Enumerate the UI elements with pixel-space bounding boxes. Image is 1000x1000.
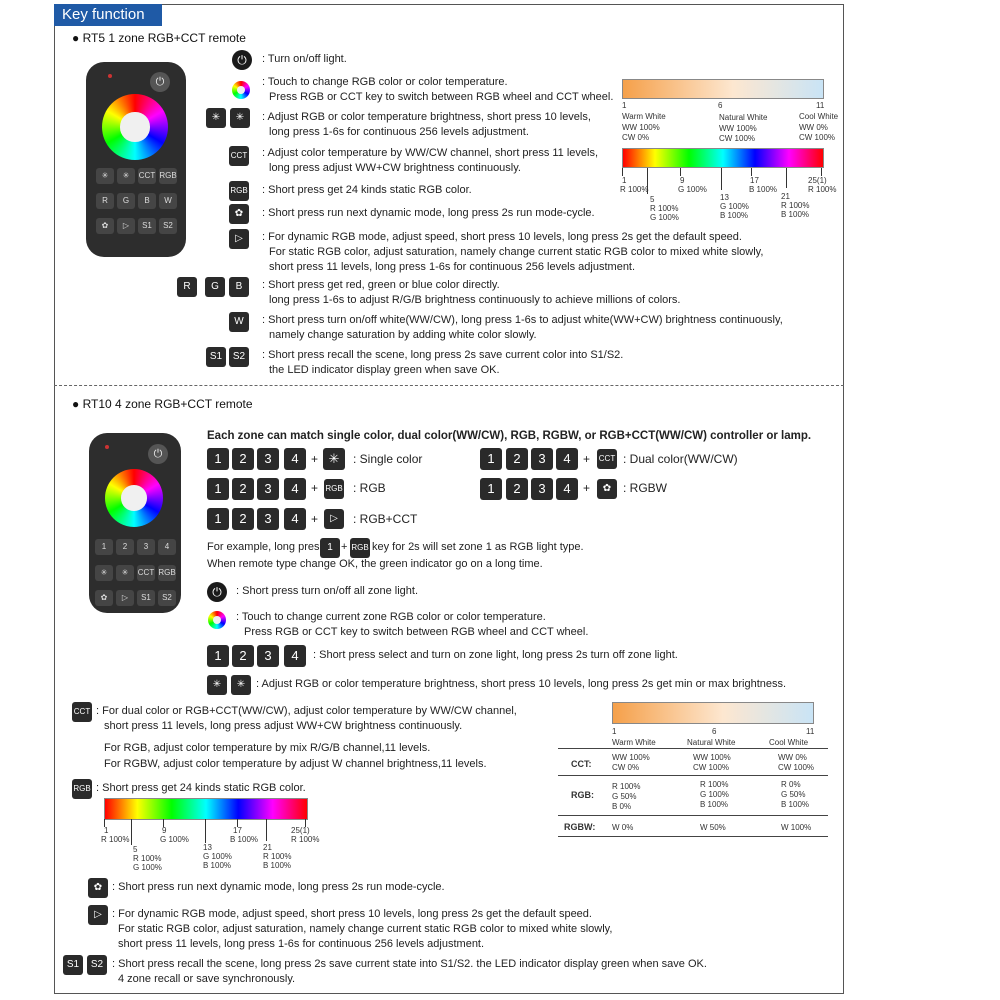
description-text: : Adjust color temperature by WW/CW channel, short press 11 levels, <box>262 147 599 159</box>
description-text: + <box>311 481 319 495</box>
remote-key: 1 <box>95 539 113 555</box>
remote-key: W <box>159 193 177 209</box>
remote-key: ✳ <box>96 168 114 184</box>
remote-key: 2 <box>116 539 134 555</box>
description-text: Press RGB or CCT key to switch between RGB wheel and CCT wheel. <box>269 91 614 103</box>
scale-label: WW 100% <box>612 753 650 762</box>
description-text: + <box>341 541 348 553</box>
section-title: Key function <box>54 4 162 26</box>
scale-label: G 50% <box>781 790 806 799</box>
description-text: When remote type change OK, the green indicator go on a long time. <box>207 558 543 570</box>
table-rule <box>558 748 828 749</box>
scale-label: G 100% <box>678 185 707 194</box>
color-wheel-icon <box>232 81 250 99</box>
key-icon: 3 <box>257 448 279 470</box>
remote-key: B <box>138 193 156 209</box>
scale-label: G 100% <box>133 863 162 872</box>
key-icon: 2 <box>506 448 528 470</box>
description-text: : For dynamic RGB mode, adjust speed, short press 10 levels, long press 2s get the default speed. <box>112 908 592 920</box>
brightness-down-icon: ✳ <box>206 108 226 128</box>
scale-label: CW 100% <box>719 134 756 143</box>
key-icon: 3 <box>531 448 553 470</box>
description-text: : Short press run next dynamic mode, long press 2s run mode-cycle. <box>262 207 595 219</box>
key-icon: 3 <box>257 508 279 530</box>
remote-key: S2 <box>159 218 177 234</box>
description-text: : Adjust RGB or color temperature brightness, short press 10 levels, long press 2s get min or max brightness. <box>256 678 787 690</box>
scale-label: RGBW: <box>564 822 596 832</box>
scale-label: B 100% <box>263 861 292 870</box>
scale-label: R 100% <box>133 854 162 863</box>
scale-label: CW 0% <box>612 763 640 772</box>
remote-key: R <box>96 193 114 209</box>
scale-label: G 100% <box>720 202 749 211</box>
description-text: + <box>311 452 319 466</box>
scale-label: Warm White <box>622 112 666 121</box>
remote-key: ✳ <box>116 565 134 581</box>
remote-key: 3 <box>137 539 155 555</box>
description-text: : For dual color or RGB+CCT(WW/CW), adjust color temperature by WW/CW channel, <box>96 705 517 717</box>
scale-label: W 50% <box>700 823 726 832</box>
key-icon: 4 <box>556 478 578 500</box>
scale-tick <box>786 168 787 188</box>
description-text: + <box>311 512 319 526</box>
mode-icon: ✿ <box>88 878 108 898</box>
description-text: short press 11 levels, long press 1-6s for continuous 256 levels adjustment. <box>118 938 485 950</box>
key-icon: 1 <box>320 538 340 558</box>
scale-label: W 100% <box>781 823 812 832</box>
key-icon: 3 <box>257 478 279 500</box>
scale-label: R 0% <box>781 780 801 789</box>
scale-label: Cool White <box>769 738 809 747</box>
description-text: : For dynamic RGB mode, adjust speed, short press 10 levels, long press 2s get the default speed. <box>262 231 742 243</box>
remote-key: S1 <box>138 218 156 234</box>
scale-label: B 100% <box>230 835 259 844</box>
description-text: long press adjust WW+CW brightness continuously. <box>269 162 521 174</box>
scale-label: 1 <box>612 727 617 736</box>
description-text: For RGBW, adjust color temperature by adjust W channel brightness,11 levels. <box>104 758 487 770</box>
scale-label: CCT: <box>571 759 592 769</box>
scale-label: R 100% <box>650 204 679 213</box>
brightness-up-icon: ✳ <box>230 108 250 128</box>
key-icon: 4 <box>556 448 578 470</box>
rt5-heading: ● RT5 1 zone RGB+CCT remote <box>72 31 246 45</box>
scale-label: WW 100% <box>622 123 660 132</box>
description-text: : RGB <box>353 481 386 495</box>
remote-key: S2 <box>158 590 176 606</box>
scale-tick <box>821 168 822 176</box>
scale-label: 1 <box>622 101 627 110</box>
scale-label: Natural White <box>687 738 736 747</box>
scale-label: B 100% <box>749 185 778 194</box>
description-text: long press 1-6s to adjust R/G/B brightness continuously to achieve millions of colors. <box>269 294 681 306</box>
remote-key: RGB <box>159 168 177 184</box>
scale-label: G 100% <box>203 852 232 861</box>
description-text: : Short press recall the scene, long press 2s save current color into S1/S2. <box>262 349 624 361</box>
description-text: short press 11 levels, long press adjust WW+CW brightness continuously. <box>104 720 463 732</box>
cct-key-icon: CCT <box>72 702 92 722</box>
description-text: : Short press turn on/off all zone light. <box>236 585 419 597</box>
table-rule <box>558 836 828 837</box>
description-text: : Short press run next dynamic mode, long press 2s run mode-cycle. <box>112 881 445 893</box>
power-icon: ⏻ <box>207 582 227 602</box>
scale-tick <box>205 819 206 843</box>
description-text: : RGB+CCT <box>353 512 418 526</box>
cct-key-icon: CCT <box>229 146 249 166</box>
description-text: For static RGB color, adjust saturation, namely change current static RGB color to mixed white slowly, <box>269 246 764 258</box>
scale-label: B 100% <box>700 800 729 809</box>
brightness-up-icon: ✳ <box>231 675 251 695</box>
scale-label: 11 <box>816 101 825 110</box>
description-text: : Adjust RGB or color temperature brightness, short press 10 levels, <box>262 111 591 123</box>
scale-label: CW 100% <box>693 763 730 772</box>
s1-key-icon: S1 <box>206 347 226 367</box>
scale-label: Cool White <box>799 112 839 121</box>
table-rule <box>558 775 828 776</box>
remote-key: ▷ <box>116 590 134 606</box>
remote-key: CCT <box>137 565 155 581</box>
scale-label: Natural White <box>719 113 768 122</box>
remote-key: ✳ <box>117 168 135 184</box>
scale-label: WW 0% <box>799 123 828 132</box>
description-text: : Short press get 24 kinds static RGB color. <box>96 782 306 794</box>
color-wheel-icon <box>102 94 168 160</box>
key-icon: 1 <box>207 448 229 470</box>
scale-label: 11 <box>806 727 815 736</box>
scale-label: R 100% <box>263 852 292 861</box>
description-text: : Short press get red, green or blue color directly. <box>262 279 500 291</box>
rgb-gradient-bar <box>622 148 824 168</box>
key-icon: 2 <box>232 645 254 667</box>
key-icon: 1 <box>207 478 229 500</box>
s1-key-icon: S1 <box>63 955 83 975</box>
scale-tick <box>680 168 681 176</box>
key-icon: 3 <box>257 645 279 667</box>
description-text: : Short press select and turn on zone light, long press 2s turn off zone light. <box>313 649 678 661</box>
g-key-icon: G <box>205 277 225 297</box>
table-rule <box>558 815 828 816</box>
color-wheel-icon <box>208 611 226 629</box>
description-text: : Single color <box>353 452 423 466</box>
scale-tick <box>131 819 132 845</box>
key-icon: 3 <box>531 478 553 500</box>
scale-label: G 100% <box>650 213 679 222</box>
description-text: : Short press turn on/off white(WW/CW), long press 1-6s to adjust white(WW+CW) brightness continuously, <box>262 314 783 326</box>
scale-label: 5 <box>133 845 138 854</box>
remote-key: ✳ <box>95 565 113 581</box>
r-key-icon: R <box>177 277 197 297</box>
scale-label: 25(1) <box>291 826 310 835</box>
power-icon: ⏻ <box>150 72 170 92</box>
scale-label: 13 <box>203 843 212 852</box>
cct-gradient-bar <box>612 702 814 724</box>
s2-key-icon: S2 <box>87 955 107 975</box>
rt10-heading: ● RT10 4 zone RGB+CCT remote <box>72 397 253 411</box>
b-key-icon: B <box>229 277 249 297</box>
scale-label: G 50% <box>612 792 637 801</box>
scale-label: 21 <box>263 843 272 852</box>
scale-label: R 100% <box>700 780 729 789</box>
scale-label: R 100% <box>620 185 649 194</box>
description-text: : Short press get 24 kinds static RGB color. <box>262 184 472 196</box>
scale-label: CW 100% <box>799 133 836 142</box>
remote-key: CCT <box>138 168 156 184</box>
description-text: the LED indicator display green when save OK. <box>269 364 500 376</box>
key-icon: 4 <box>284 645 306 667</box>
scale-label: B 100% <box>203 861 232 870</box>
remote-key: ▷ <box>117 218 135 234</box>
description-text: : Short press recall the scene, long press 2s save current state into S1/S2. the LED indicator display green when save OK. <box>112 958 707 970</box>
key-icon: 2 <box>506 478 528 500</box>
scale-label: 1 <box>622 176 627 185</box>
remote-key: 4 <box>158 539 176 555</box>
key-icon: 2 <box>232 478 254 500</box>
mode-icon: ✿ <box>229 204 249 224</box>
scale-label: 1 <box>104 826 109 835</box>
description-text: short press 11 levels, long press 1-6s for continuous 256 levels adjustment. <box>269 261 636 273</box>
scale-label: R 100% <box>612 782 641 791</box>
description-text: 4 zone recall or save synchronously. <box>118 973 296 985</box>
description-text: For RGB, adjust color temperature by mix R/G/B channel,11 levels. <box>104 742 431 754</box>
rgb-key-icon: RGB <box>350 538 370 558</box>
description-text: : Dual color(WW/CW) <box>623 452 738 466</box>
color-wheel-icon <box>105 469 163 527</box>
scale-tick <box>622 168 623 176</box>
scale-label: W 0% <box>612 823 634 832</box>
description-text: For static RGB color, adjust saturation, namely change current static RGB color to mixed white slowly, <box>118 923 613 935</box>
scale-label: B 100% <box>720 211 749 220</box>
s2-key-icon: S2 <box>229 347 249 367</box>
scale-label: CW 100% <box>778 763 815 772</box>
rt5-remote-image <box>86 62 186 257</box>
key-icon: 4 <box>284 448 306 470</box>
rgb-gradient-bar <box>104 798 308 820</box>
scale-label: 21 <box>781 192 790 201</box>
description-text: For example, long pres <box>207 541 320 553</box>
rgb-key-icon: RGB <box>229 181 249 201</box>
description-text: Each zone can match single color, dual color(WW/CW), RGB, RGBW, or RGB+CCT(WW/CW) controller or lamp. <box>207 430 812 442</box>
key-icon: 1 <box>207 645 229 667</box>
scale-label: 6 <box>718 101 723 110</box>
scale-label: R 100% <box>781 201 810 210</box>
speed-play-icon: ▷ <box>324 509 344 529</box>
scale-tick <box>266 819 267 841</box>
key-icon: 4 <box>284 508 306 530</box>
scale-label: 13 <box>720 193 729 202</box>
mode-icon: ✿ <box>597 479 617 499</box>
description-text: Press RGB or CCT key to switch between RGB wheel and CCT wheel. <box>244 626 589 638</box>
cct-key-icon: CCT <box>597 449 617 469</box>
description-text: + <box>583 481 591 495</box>
speed-play-icon: ▷ <box>229 229 249 249</box>
description-text: : Touch to change RGB color or color temperature. <box>262 76 508 88</box>
scale-label: B 100% <box>781 210 810 219</box>
scale-label: 17 <box>233 826 242 835</box>
power-icon: ⏻ <box>148 444 168 464</box>
description-text: key for 2s will set zone 1 as RGB light type. <box>372 541 584 553</box>
scale-label: R 100% <box>291 835 320 844</box>
description-text: + <box>583 452 591 466</box>
key-icon: 4 <box>284 478 306 500</box>
brightness-icon: ✳ <box>323 448 345 470</box>
scale-label: WW 100% <box>693 753 731 762</box>
scale-label: G 100% <box>160 835 189 844</box>
scale-label: 5 <box>650 195 655 204</box>
speed-play-icon: ▷ <box>88 905 108 925</box>
remote-key: ✿ <box>96 218 114 234</box>
description-text: : Touch to change current zone RGB color or color temperature. <box>236 611 546 623</box>
key-icon: 1 <box>480 448 502 470</box>
key-icon: 1 <box>207 508 229 530</box>
scale-label: 25(1) <box>808 176 827 185</box>
remote-key: S1 <box>137 590 155 606</box>
key-icon: 1 <box>480 478 502 500</box>
scale-label: G 100% <box>700 790 729 799</box>
key-icon: 2 <box>232 508 254 530</box>
scale-label: 9 <box>162 826 167 835</box>
scale-label: 6 <box>712 727 717 736</box>
scale-label: WW 0% <box>778 753 807 762</box>
description-text: : Turn on/off light. <box>262 53 347 65</box>
scale-label: R 100% <box>808 185 837 194</box>
description-text: : RGBW <box>623 481 667 495</box>
scale-label: B 0% <box>612 802 632 811</box>
scale-label: CW 0% <box>622 133 650 142</box>
scale-label: 17 <box>750 176 759 185</box>
cct-gradient-bar <box>622 79 824 99</box>
brightness-down-icon: ✳ <box>207 675 227 695</box>
remote-key: ✿ <box>95 590 113 606</box>
rgb-key-icon: RGB <box>324 479 344 499</box>
rgb-key-icon: RGB <box>72 779 92 799</box>
scale-label: Warm White <box>612 738 656 747</box>
power-icon: ⏻ <box>232 50 252 70</box>
scale-label: RGB: <box>571 790 594 800</box>
scale-label: B 100% <box>781 800 810 809</box>
rt10-remote-image <box>89 433 181 613</box>
key-icon: 2 <box>232 448 254 470</box>
remote-key: G <box>117 193 135 209</box>
description-text: namely change saturation by adding white color slowly. <box>269 329 537 341</box>
section-divider <box>54 385 844 386</box>
remote-key: RGB <box>158 565 176 581</box>
scale-label: R 100% <box>101 835 130 844</box>
description-text: long press 1-6s for continuous 256 levels adjustment. <box>269 126 529 138</box>
scale-label: 9 <box>680 176 685 185</box>
scale-tick <box>751 168 752 176</box>
scale-tick <box>721 168 722 190</box>
scale-label: WW 100% <box>719 124 757 133</box>
w-key-icon: W <box>229 312 249 332</box>
